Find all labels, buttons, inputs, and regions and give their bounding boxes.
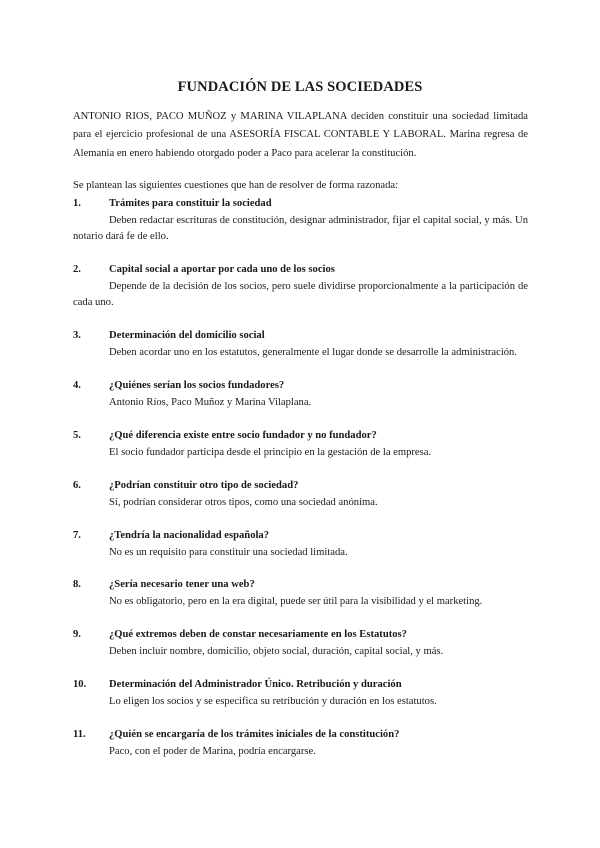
item-answer: No es un requisito para constituir una sociedad limitada. — [109, 546, 348, 558]
page-title: FUNDACIÓN DE LAS SOCIEDADES — [177, 79, 423, 95]
list-item — [73, 528, 528, 561]
list-item — [73, 378, 528, 411]
item-question: ¿Qué extremos deben de constar necesariamente en los Estatutos? — [109, 629, 407, 640]
item-number: 9. — [73, 629, 81, 640]
item-number: 10. — [73, 679, 87, 690]
list-item — [73, 262, 528, 312]
item-question: ¿Quién se encargaría de los trámites iniciales de la constitución? — [109, 729, 400, 740]
item-question: ¿Qué diferencia existe entre socio fundador y no fundador? — [109, 430, 377, 441]
intro-paragraph: ANTONIO RIOS, PACO MUÑOZ y MARINA VILAPLANA deciden constituir una sociedad limitada para el ejercicio profesional de una ASESORÍA FISCAL CONTABLE Y LABORAL. Marina regresa de Alemania en enero habiendo otorgado poder a Paco para acelerar la constitución. — [73, 111, 528, 159]
list-item — [73, 627, 528, 660]
item-number: 4. — [73, 380, 81, 391]
item-question: Determinación del domicilio social — [109, 330, 265, 341]
item-question: Trámites para constituir la sociedad — [109, 198, 272, 209]
item-answer: Depende de la decisión de los socios, pero suele dividirse proporcionalmente a la participación de cada uno. — [73, 280, 528, 309]
item-answer: Deben redactar escrituras de constitución, designar administrador, fijar el capital social, y más. Un notario dará fe de ello. — [73, 214, 528, 243]
list-item — [73, 478, 528, 511]
item-answer: Deben incluir nombre, domicilio, objeto social, duración, capital social, y más. — [109, 645, 444, 657]
item-question: ¿Tendría la nacionalidad española? — [109, 530, 270, 541]
item-question: Determinación del Administrador Único. Retribución y duración — [109, 679, 402, 690]
list-item — [73, 577, 528, 610]
item-number: 8. — [73, 579, 81, 590]
item-answer: El socio fundador participa desde el principio en la gestación de la empresa. — [109, 446, 432, 458]
list-item — [73, 428, 528, 461]
item-number: 3. — [73, 330, 81, 341]
list-item — [73, 328, 528, 361]
item-answer: Sí, podrían considerar otros tipos, como una sociedad anónima. — [109, 496, 378, 508]
list-item — [73, 727, 528, 760]
item-answer: Lo eligen los socios y se especifica su retribución y duración en los estatutos. — [109, 695, 437, 707]
item-question: Capital social a aportar por cada uno de los socios — [109, 264, 335, 275]
item-answer: Antonio Ríos, Paco Muñoz y Marina Vilaplana. — [109, 396, 312, 408]
item-answer: No es obligatorio, pero en la era digital, puede ser útil para la visibilidad y el marketing. — [109, 595, 483, 607]
item-question: ¿Sería necesario tener una web? — [109, 579, 255, 590]
list-item — [73, 196, 528, 246]
item-question: ¿Podrían constituir otro tipo de sociedad? — [109, 480, 299, 491]
item-number: 2. — [73, 264, 81, 275]
item-number: 6. — [73, 480, 81, 491]
item-answer: Paco, con el poder de Marina, podría encargarse. — [109, 745, 316, 757]
item-number: 5. — [73, 430, 81, 441]
item-number: 7. — [73, 530, 81, 541]
item-answer: Deben acordar uno en los estatutos, generalmente el lugar donde se desarrolle la administración. — [109, 346, 518, 358]
item-number: 11. — [73, 729, 86, 740]
questions-intro: Se plantean las siguientes cuestiones que han de resolver de forma razonada: — [73, 180, 399, 191]
item-number: 1. — [73, 198, 81, 209]
list-item — [73, 677, 528, 710]
item-question: ¿Quiénes serían los socios fundadores? — [109, 380, 285, 391]
